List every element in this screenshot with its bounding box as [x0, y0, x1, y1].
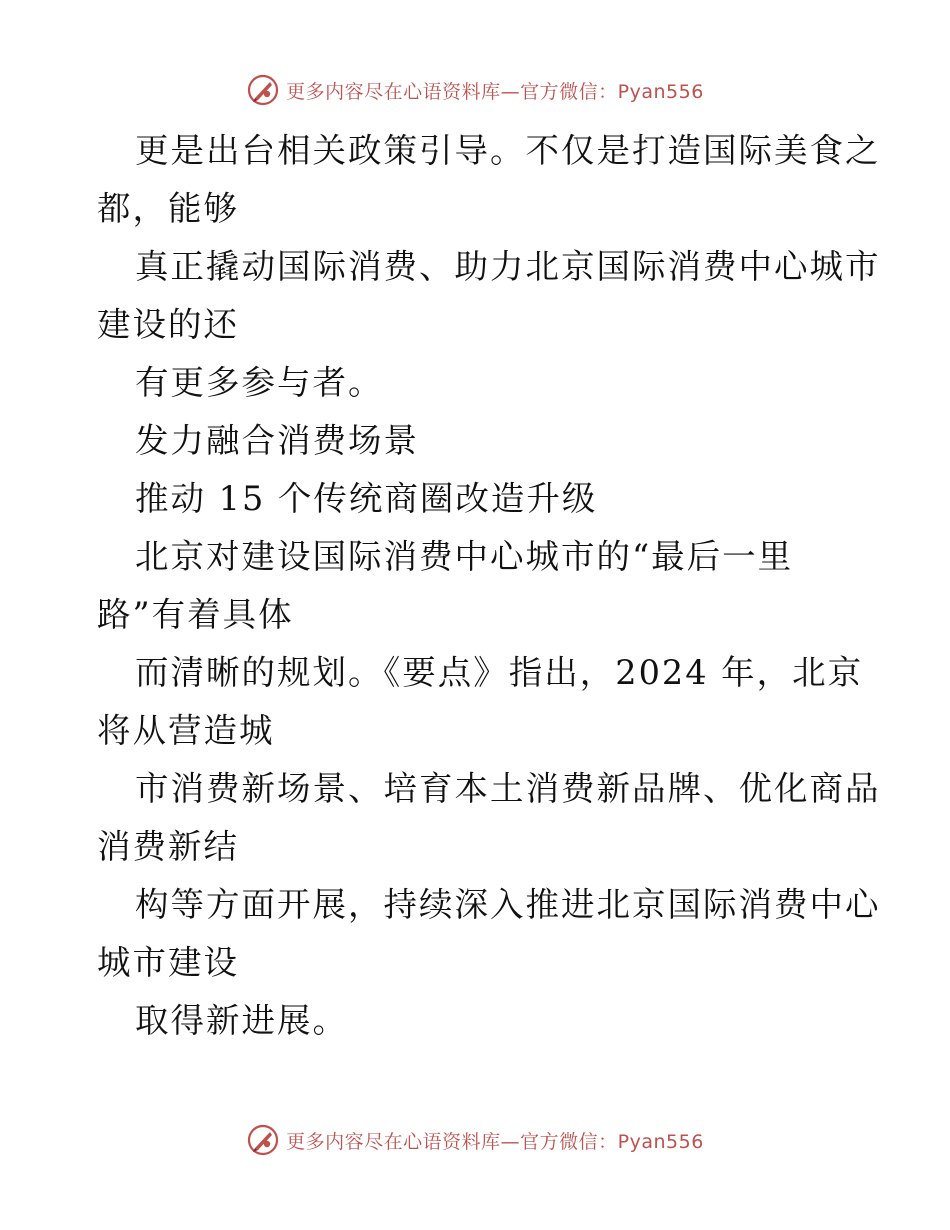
paragraph-line: 有更多参与者。 [135, 363, 384, 402]
paragraph-line: 北京对建设国际消费中心城市的“最后一里 [135, 537, 794, 576]
quill-logo-icon [246, 73, 280, 107]
document-body [97, 122, 881, 1050]
section-heading: 发力融合消费场景 [135, 421, 419, 460]
paragraph-line: 将从营造城 [97, 711, 275, 750]
paragraph-line: 取得新进展。 [135, 1001, 348, 1040]
paragraph-line: 都，能够 [97, 189, 239, 228]
paragraph-line: 建设的还 [97, 305, 239, 344]
quill-logo-icon [246, 1123, 280, 1157]
paragraph-line: 而清晰的规划。《要点》指出，2024 年，北京 [135, 653, 864, 692]
section-subheading: 推动 15 个传统商圈改造升级 [135, 479, 598, 518]
footer-watermark-banner [0, 1120, 950, 1160]
paragraph-line: 消费新结 [97, 827, 239, 866]
header-watermark-banner [0, 70, 950, 110]
watermark-text: 更多内容尽在心语资料库—官方微信：Pyan556 [286, 1130, 704, 1153]
watermark-text: 更多内容尽在心语资料库—官方微信：Pyan556 [286, 80, 704, 103]
paragraph-line: 真正撬动国际消费、助力北京国际消费中心城市 [135, 247, 881, 286]
paragraph-line: 构等方面开展，持续深入推进北京国际消费中心 [135, 885, 881, 924]
paragraph-line: 路”有着具体 [97, 595, 294, 634]
paragraph-line: 更是出台相关政策引导。不仅是打造国际美食之 [135, 131, 881, 170]
paragraph-line: 市消费新场景、培育本土消费新品牌、优化商品 [135, 769, 881, 808]
paragraph-line: 城市建设 [97, 943, 239, 982]
